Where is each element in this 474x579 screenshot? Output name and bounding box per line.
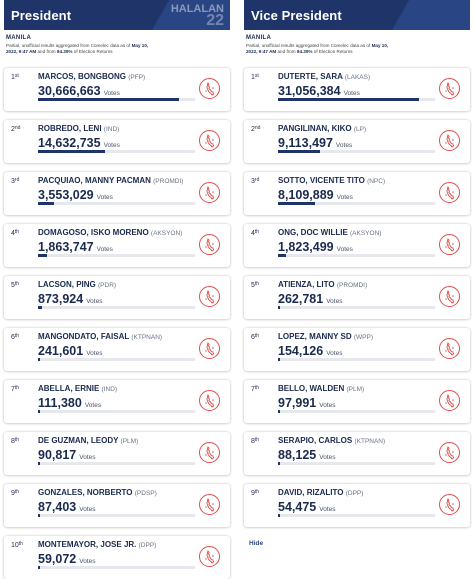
vote-bar-fill xyxy=(38,566,40,569)
vote-bar xyxy=(278,306,435,309)
vote-bar-fill xyxy=(38,410,40,413)
candidate-card[interactable] xyxy=(4,536,230,579)
candidate-name: ATIENZA, LITO (PROMDI) xyxy=(278,280,368,289)
candidate-name: ONG, DOC WILLIE (AKSYON) xyxy=(278,228,382,237)
philippines-map-icon xyxy=(199,130,220,151)
candidate-card[interactable] xyxy=(4,172,230,215)
vote-bar-fill xyxy=(278,306,280,309)
candidate-name: DUTERTE, SARA (LAKAS) xyxy=(278,72,371,81)
rank: 8th xyxy=(251,437,260,445)
candidate-name: BELLO, WALDEN (PLM) xyxy=(278,384,365,393)
vote-bar xyxy=(278,462,435,465)
party-label: (PROMDI) xyxy=(153,178,184,185)
philippines-map-icon xyxy=(199,546,220,567)
vote-bar xyxy=(278,98,435,101)
vote-bar-fill xyxy=(278,462,280,465)
president-header xyxy=(4,0,230,30)
vote-bar-fill xyxy=(278,202,315,205)
vote-count: 90,817 Votes xyxy=(38,448,96,462)
region-label: MANILA xyxy=(246,35,272,41)
vote-bar-fill xyxy=(278,150,320,153)
candidate-card[interactable] xyxy=(244,172,470,215)
vote-bar-fill xyxy=(278,254,286,257)
vote-count: 1,863,747 Votes xyxy=(38,240,113,254)
philippines-map-icon xyxy=(439,390,460,411)
vote-bar xyxy=(38,98,195,101)
philippines-map-icon xyxy=(439,182,460,203)
vice-president-header xyxy=(244,0,470,30)
rank: 9th xyxy=(11,489,20,497)
philippines-map-icon xyxy=(199,494,220,515)
hide-button[interactable]: Hide xyxy=(249,540,264,547)
vote-bar-fill xyxy=(278,514,280,517)
vote-bar xyxy=(278,254,435,257)
vote-count: 241,601 Votes xyxy=(38,344,103,358)
vote-bar xyxy=(38,202,195,205)
vote-count: 88,125 Votes xyxy=(278,448,336,462)
vote-count: 8,109,889 Votes xyxy=(278,188,353,202)
banner-accent xyxy=(392,0,470,30)
philippines-map-icon xyxy=(439,494,460,515)
rank: 3rd xyxy=(251,177,260,185)
party-label: (AKSYON) xyxy=(150,230,183,237)
candidate-card[interactable] xyxy=(244,68,470,111)
rank: 8th xyxy=(11,437,20,445)
candidate-card[interactable] xyxy=(244,328,470,371)
vote-bar-fill xyxy=(38,98,179,101)
president-column xyxy=(4,0,230,579)
vote-bar-fill xyxy=(38,462,40,465)
candidate-name: GONZALES, NORBERTO (PDSP) xyxy=(38,488,157,497)
philippines-map-icon xyxy=(439,338,460,359)
candidate-card[interactable] xyxy=(4,484,230,527)
rank: 7th xyxy=(251,385,260,393)
philippines-map-icon xyxy=(439,234,460,255)
vote-bar xyxy=(38,358,195,361)
party-label: (PFP) xyxy=(128,74,146,81)
candidate-name: LOPEZ, MANNY SD (WPP) xyxy=(278,332,374,341)
party-label: (KTPNAN) xyxy=(131,334,163,341)
party-label: (PDR) xyxy=(98,282,117,289)
party-label: (IND) xyxy=(103,126,120,133)
results-note: Partial, unofficial results aggregated from Comelec data as of May 10, 2022, 9:47 AM and from 94.35% of Election Returns xyxy=(246,43,389,54)
vote-bar xyxy=(278,202,435,205)
party-label: (LAKAS) xyxy=(344,74,371,81)
rank: 7th xyxy=(11,385,20,393)
vote-bar xyxy=(278,410,435,413)
candidate-name: MONTEMAYOR, JOSE JR. (DPP) xyxy=(38,540,157,549)
vice-president-title: Vice President xyxy=(251,8,342,23)
vote-bar-fill xyxy=(38,514,40,517)
philippines-map-icon xyxy=(199,78,220,99)
halalan-watermark: HALALAN 22 xyxy=(170,3,224,29)
candidate-card[interactable] xyxy=(4,120,230,163)
party-label: (DPP) xyxy=(138,542,157,549)
philippines-map-icon xyxy=(199,182,220,203)
vote-bar xyxy=(38,410,195,413)
vote-bar-fill xyxy=(38,358,40,361)
candidate-name: PANGILINAN, KIKO (LP) xyxy=(278,124,367,133)
candidate-name: SERAPIO, CARLOS (KTPNAN) xyxy=(278,436,386,445)
candidate-card[interactable] xyxy=(244,484,470,527)
candidate-name: DAVID, RIZALITO (DPP) xyxy=(278,488,364,497)
philippines-map-icon xyxy=(199,390,220,411)
rank: 6th xyxy=(251,333,260,341)
vote-bar-fill xyxy=(38,202,54,205)
vote-count: 14,632,735 Votes xyxy=(38,136,120,150)
philippines-map-icon xyxy=(199,442,220,463)
candidate-card[interactable] xyxy=(244,120,470,163)
vote-bar-fill xyxy=(278,98,419,101)
vote-count: 154,126 Votes xyxy=(278,344,343,358)
candidate-name: ABELLA, ERNIE (IND) xyxy=(38,384,118,393)
vote-bar xyxy=(278,514,435,517)
vote-bar xyxy=(38,254,195,257)
party-label: (LP) xyxy=(353,126,367,133)
vote-count: 54,475 Votes xyxy=(278,500,336,514)
vote-count: 873,924 Votes xyxy=(38,292,103,306)
party-label: (IND) xyxy=(101,386,118,393)
party-label: (PLM) xyxy=(346,386,365,393)
rank: 5th xyxy=(251,281,260,289)
party-label: (WPP) xyxy=(353,334,374,341)
philippines-map-icon xyxy=(199,338,220,359)
candidate-name: MANGONDATO, FAISAL (KTPNAN) xyxy=(38,332,163,341)
rank: 4th xyxy=(251,229,260,237)
vote-bar xyxy=(278,150,435,153)
vote-bar xyxy=(38,462,195,465)
rank: 3rd xyxy=(11,177,20,185)
vote-count: 262,781 Votes xyxy=(278,292,343,306)
rank: 5th xyxy=(11,281,20,289)
region-label: MANILA xyxy=(6,35,32,41)
philippines-map-icon xyxy=(439,130,460,151)
rank: 1st xyxy=(11,73,19,81)
vote-count: 31,056,384 Votes xyxy=(278,84,360,98)
vote-bar-fill xyxy=(38,254,47,257)
party-label: (KTPNAN) xyxy=(354,438,386,445)
candidate-name: MARCOS, BONGBONG (PFP) xyxy=(38,72,146,81)
philippines-map-icon xyxy=(439,286,460,307)
candidate-name: ROBREDO, LENI (IND) xyxy=(38,124,120,133)
candidate-name: DE GUZMAN, LEODY (PLM) xyxy=(38,436,139,445)
vice-president-column xyxy=(244,0,470,579)
rank: 6th xyxy=(11,333,20,341)
candidate-card[interactable] xyxy=(244,276,470,319)
candidate-name: LACSON, PING (PDR) xyxy=(38,280,117,289)
vote-bar-fill xyxy=(38,150,105,153)
candidate-card[interactable] xyxy=(4,380,230,423)
party-label: (DPP) xyxy=(345,490,364,497)
vote-count: 9,113,497 Votes xyxy=(278,136,353,150)
rank: 1st xyxy=(251,73,259,81)
results-note: Partial, unofficial results aggregated from Comelec data as of May 10, 2022, 9:47 AM and from 94.35% of Election Returns xyxy=(6,43,149,54)
president-title: President xyxy=(11,8,72,23)
vote-count: 111,380 Votes xyxy=(38,396,102,410)
vote-count: 3,553,029 Votes xyxy=(38,188,113,202)
rank: 2nd xyxy=(11,125,21,133)
candidate-card[interactable] xyxy=(4,224,230,267)
vote-count: 30,666,663 Votes xyxy=(38,84,120,98)
candidate-card[interactable] xyxy=(244,380,470,423)
candidate-name: PACQUIAO, MANNY PACMAN (PROMDI) xyxy=(38,176,184,185)
vote-count: 1,823,499 Votes xyxy=(278,240,353,254)
party-label: (PDSP) xyxy=(134,490,157,497)
party-label: (AKSYON) xyxy=(350,230,382,237)
candidate-card[interactable] xyxy=(4,68,230,111)
vote-bar-fill xyxy=(278,410,280,413)
philippines-map-icon xyxy=(199,286,220,307)
philippines-map-icon xyxy=(199,234,220,255)
party-label: (NPC) xyxy=(367,178,386,185)
candidate-name: DOMAGOSO, ISKO MORENO (AKSYON) xyxy=(38,228,183,237)
rank: 4th xyxy=(11,229,20,237)
candidate-card[interactable] xyxy=(4,432,230,475)
vote-count: 87,403 Votes xyxy=(38,500,96,514)
party-label: (PLM) xyxy=(120,438,139,445)
vote-bar xyxy=(38,566,195,569)
candidate-card[interactable] xyxy=(244,432,470,475)
candidate-card[interactable] xyxy=(4,328,230,371)
philippines-map-icon xyxy=(439,78,460,99)
candidate-card[interactable] xyxy=(4,276,230,319)
vote-count: 59,072 Votes xyxy=(38,552,96,566)
vote-bar-fill xyxy=(278,358,280,361)
candidate-card[interactable] xyxy=(244,224,470,267)
rank: 10th xyxy=(11,541,23,549)
vote-bar xyxy=(38,150,195,153)
vote-bar xyxy=(278,358,435,361)
party-label: (PROMDI) xyxy=(336,282,368,289)
philippines-map-icon xyxy=(439,442,460,463)
candidate-name: SOTTO, VICENTE TITO (NPC) xyxy=(278,176,386,185)
vote-bar-fill xyxy=(38,306,42,309)
vote-bar xyxy=(38,514,195,517)
vote-count: 97,991 Votes xyxy=(278,396,336,410)
vote-bar xyxy=(38,306,195,309)
rank: 9th xyxy=(251,489,260,497)
rank: 2nd xyxy=(251,125,261,133)
